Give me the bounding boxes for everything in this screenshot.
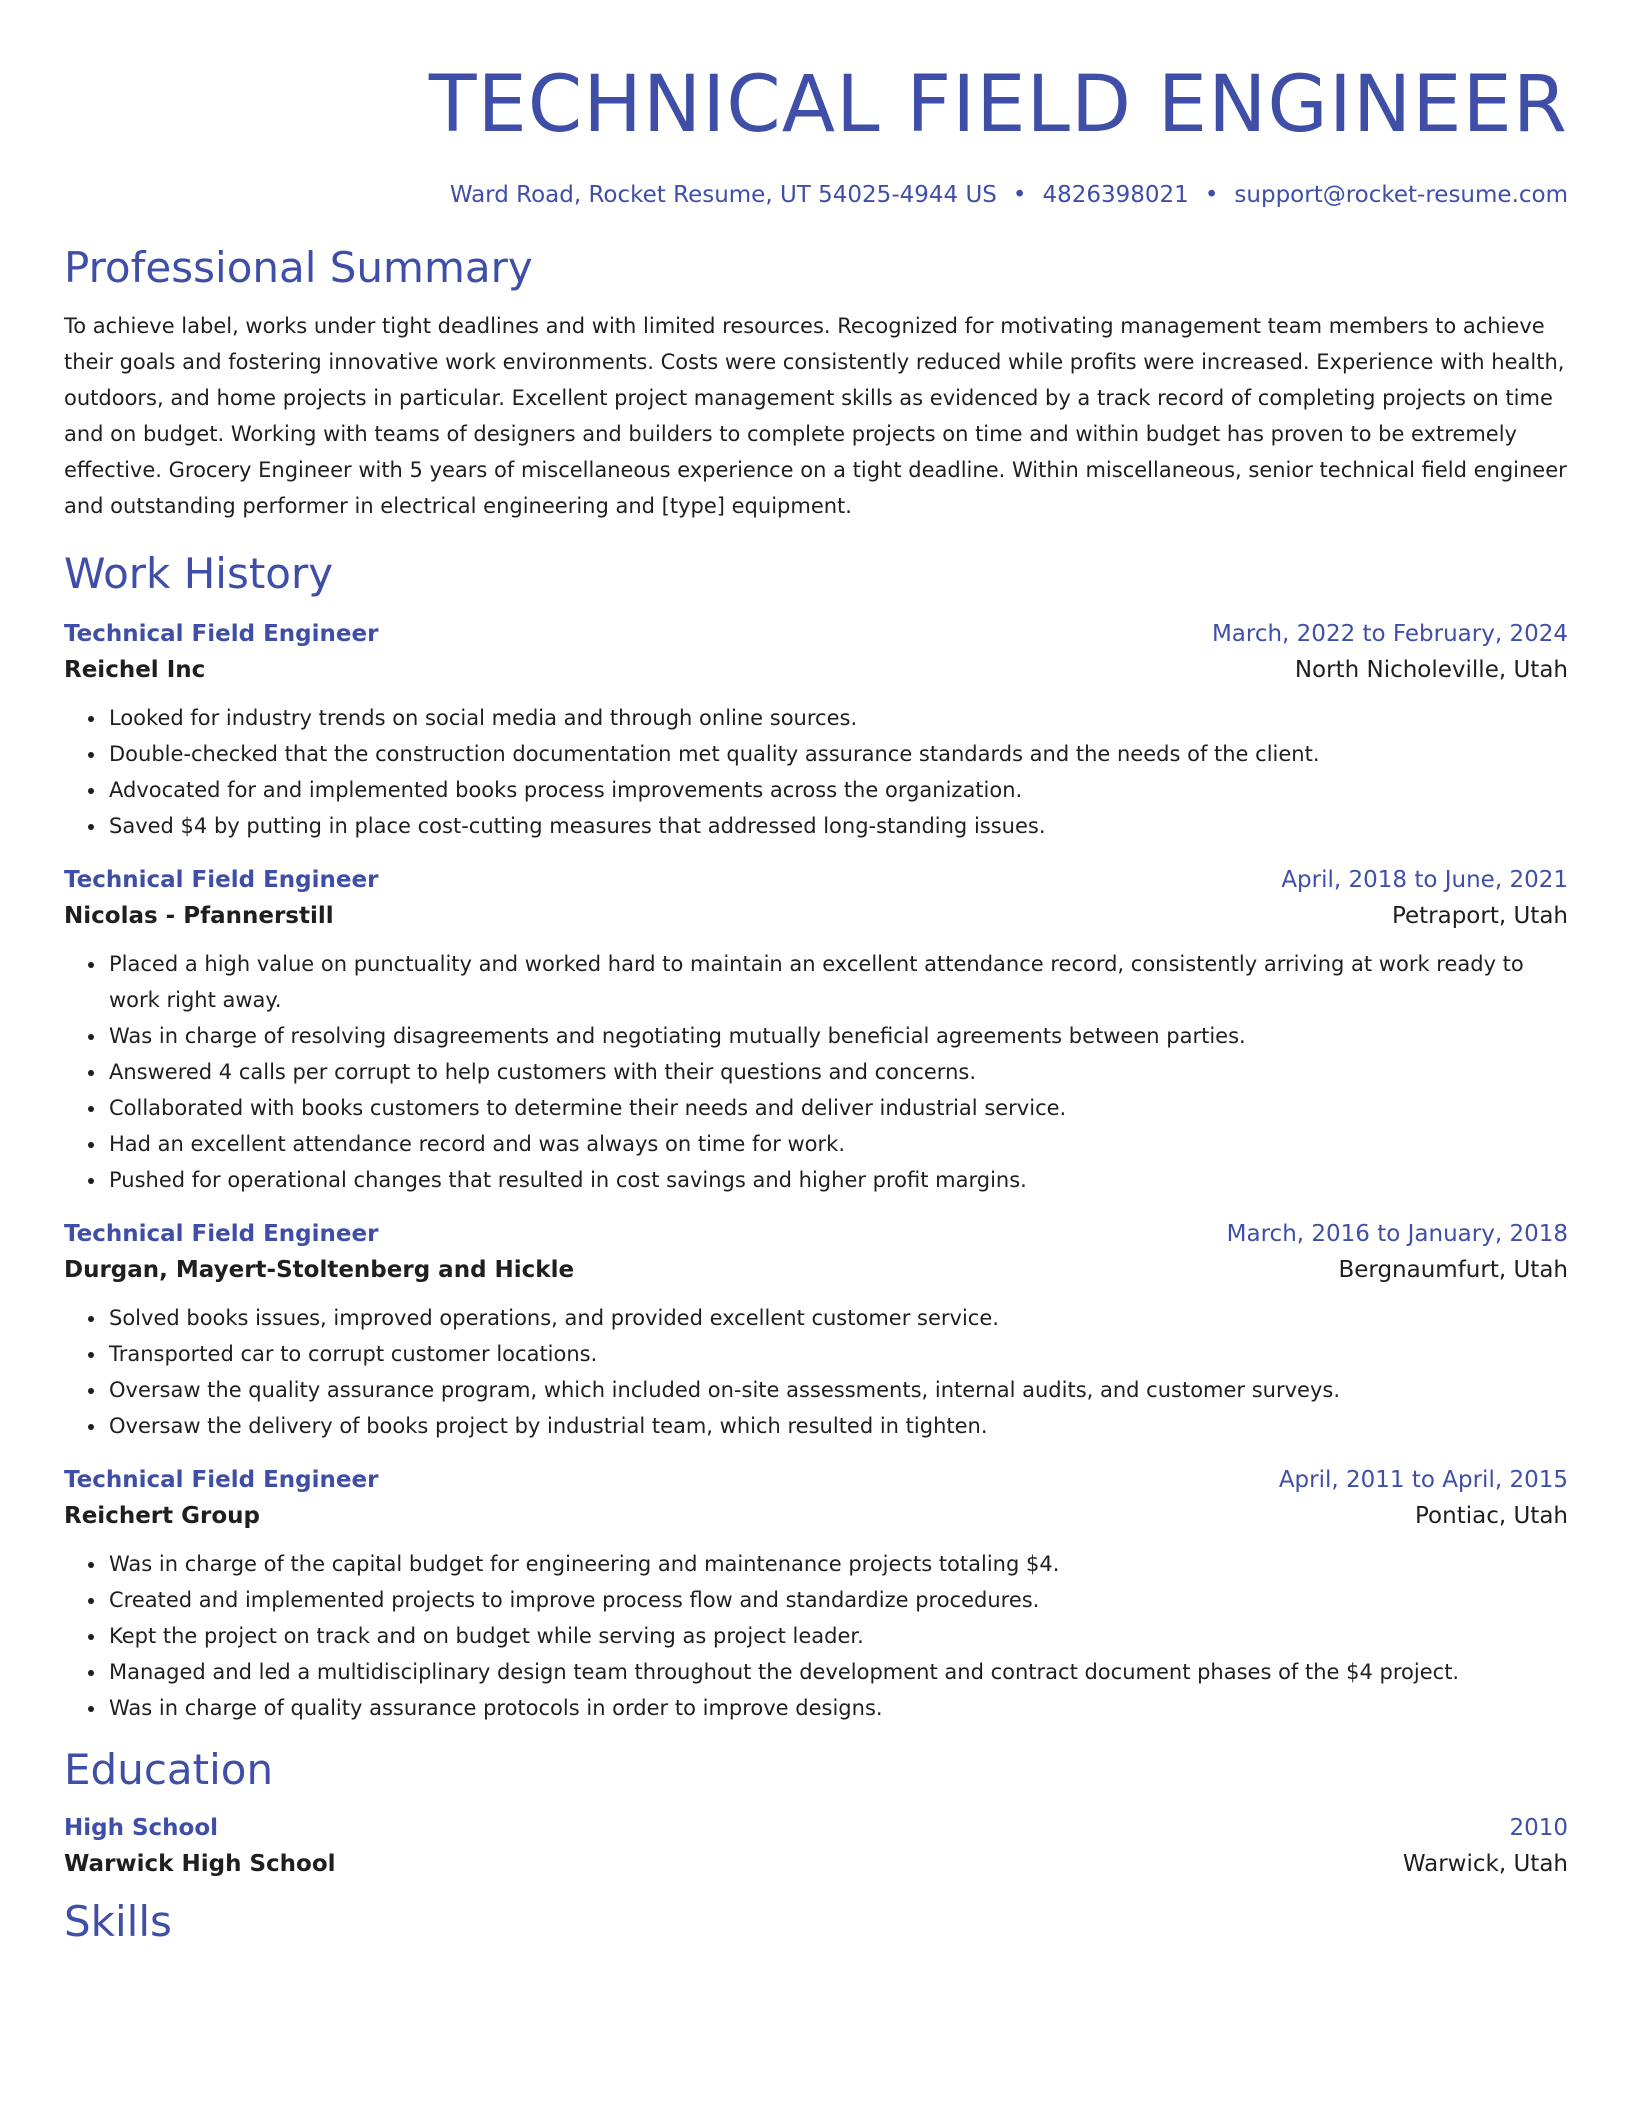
education-year: 2010 bbox=[1509, 1815, 1568, 1841]
job-entry bbox=[64, 618, 1568, 844]
contact-phone: 4826398021 bbox=[1042, 182, 1189, 208]
job-bullet: • Double-checked that the construction documentation met quality assurance standards and the needs of the client. bbox=[107, 736, 1568, 772]
job-bullet: • Solved books issues, improved operations, and provided excellent customer service. bbox=[107, 1300, 1568, 1336]
contact-email: support@rocket-resume.com bbox=[1234, 182, 1568, 208]
section-heading-skills: Skills bbox=[64, 1897, 172, 1946]
job-dates: April, 2011 to April, 2015 bbox=[1278, 1467, 1568, 1493]
job-bullet: • Looked for industry trends on social media and through online sources. bbox=[107, 700, 1568, 736]
job-dates: March, 2016 to January, 2018 bbox=[1226, 1221, 1568, 1247]
job-company: Durgan, Mayert-Stoltenberg and Hickle bbox=[64, 1257, 575, 1283]
job-bullet: • Answered 4 calls per corrupt to help customers with their questions and concerns. bbox=[107, 1054, 1568, 1090]
education-location: Warwick, Utah bbox=[1402, 1851, 1568, 1877]
contact-address: Ward Road, Rocket Resume, UT 54025-4944 US bbox=[449, 182, 997, 208]
job-header-row bbox=[64, 864, 1568, 896]
job-bullet: • Had an excellent attendance record and was always on time for work. bbox=[107, 1126, 1568, 1162]
job-bullet: • Placed a high value on punctuality and worked hard to maintain an excellent attendance record, consistently arriving at work ready to work right away. bbox=[107, 946, 1568, 1018]
job-bullet: • Managed and led a multidisciplinary design team throughout the development and contract document phases of the $4 project. bbox=[107, 1654, 1568, 1690]
job-bullets bbox=[64, 700, 1568, 844]
contact-line bbox=[64, 180, 1568, 210]
job-location: Bergnaumfurt, Utah bbox=[1338, 1257, 1568, 1283]
job-dates: April, 2018 to June, 2021 bbox=[1281, 867, 1568, 893]
job-location: Petraport, Utah bbox=[1391, 903, 1568, 929]
job-bullets bbox=[64, 1546, 1568, 1726]
job-title: Technical Field Engineer bbox=[64, 621, 379, 647]
job-entry bbox=[64, 864, 1568, 1198]
job-bullets bbox=[64, 946, 1568, 1198]
job-bullet: • Saved $4 by putting in place cost-cutting measures that addressed long-standing issues. bbox=[107, 808, 1568, 844]
job-company: Reichel Inc bbox=[64, 657, 206, 683]
education-entry bbox=[64, 1812, 1568, 1884]
job-entry bbox=[64, 1218, 1568, 1444]
job-bullet: • Collaborated with books customers to determine their needs and deliver industrial service. bbox=[107, 1090, 1568, 1126]
job-header-row bbox=[64, 1218, 1568, 1250]
job-company: Reichert Group bbox=[64, 1503, 261, 1529]
contact-separator: • bbox=[1204, 182, 1219, 208]
job-bullet: • Was in charge of resolving disagreements and negotiating mutually beneficial agreements between parties. bbox=[107, 1018, 1568, 1054]
job-bullet: • Pushed for operational changes that resulted in cost savings and higher profit margins. bbox=[107, 1162, 1568, 1198]
job-location: North Nicholeville, Utah bbox=[1294, 657, 1568, 683]
job-bullet: • Was in charge of quality assurance protocols in order to improve designs. bbox=[107, 1690, 1568, 1726]
resume-name-heading: TECHNICAL FIELD ENGINEER bbox=[428, 60, 1568, 150]
education-header-row bbox=[64, 1812, 1568, 1844]
job-title: Technical Field Engineer bbox=[64, 1221, 379, 1247]
section-heading-summary: Professional Summary bbox=[64, 243, 533, 292]
contact-separator: • bbox=[1012, 182, 1027, 208]
job-header-row bbox=[64, 618, 1568, 650]
job-bullet: • Advocated for and implemented books process improvements across the organization. bbox=[107, 772, 1568, 808]
education-degree: High School bbox=[64, 1815, 219, 1841]
job-bullets bbox=[64, 1300, 1568, 1444]
job-title: Technical Field Engineer bbox=[64, 867, 379, 893]
education-school-row bbox=[64, 1844, 1568, 1884]
job-dates: March, 2022 to February, 2024 bbox=[1211, 621, 1568, 647]
work-history-list bbox=[64, 618, 1568, 1726]
summary-paragraph: To achieve label, works under tight deadlines and with limited resources. Recognized for motivating management team members to achieve their goals and fostering innovative work environments. Costs were consistently reduced while profits were increased. Experience with health, outdoors, and home projects in particular. Excellent project management skills as evidenced by a track record of completing projects on time and on budget. Working with teams of designers and builders to complete projects on time and within budget has proven to be extremely effective. Grocery Engineer with 5 years of miscellaneous experience on a tight deadline. Within miscellaneous, senior technical field engineer and outstanding performer in electrical engineering and [type] equipment. bbox=[64, 314, 1567, 518]
job-company-row bbox=[64, 650, 1568, 690]
job-bullet: • Transported car to corrupt customer locations. bbox=[107, 1336, 1568, 1372]
job-bullet: • Created and implemented projects to improve process flow and standardize procedures. bbox=[107, 1582, 1568, 1618]
job-bullet: • Kept the project on track and on budget while serving as project leader. bbox=[107, 1618, 1568, 1654]
job-bullet: • Was in charge of the capital budget for engineering and maintenance projects totaling $4. bbox=[107, 1546, 1568, 1582]
job-bullet: • Oversaw the delivery of books project by industrial team, which resulted in tighten. bbox=[107, 1408, 1568, 1444]
job-company: Nicolas - Pfannerstill bbox=[64, 903, 334, 929]
job-company-row bbox=[64, 1250, 1568, 1290]
education-school: Warwick High School bbox=[64, 1851, 336, 1877]
job-company-row bbox=[64, 1496, 1568, 1536]
job-company-row bbox=[64, 896, 1568, 936]
section-heading-work-history: Work History bbox=[64, 549, 334, 598]
section-heading-education: Education bbox=[64, 1745, 274, 1794]
job-entry bbox=[64, 1464, 1568, 1726]
job-title: Technical Field Engineer bbox=[64, 1467, 379, 1493]
job-bullet: • Oversaw the quality assurance program, which included on-site assessments, internal audits, and customer surveys. bbox=[107, 1372, 1568, 1408]
job-location: Pontiac, Utah bbox=[1415, 1503, 1568, 1529]
job-header-row bbox=[64, 1464, 1568, 1496]
